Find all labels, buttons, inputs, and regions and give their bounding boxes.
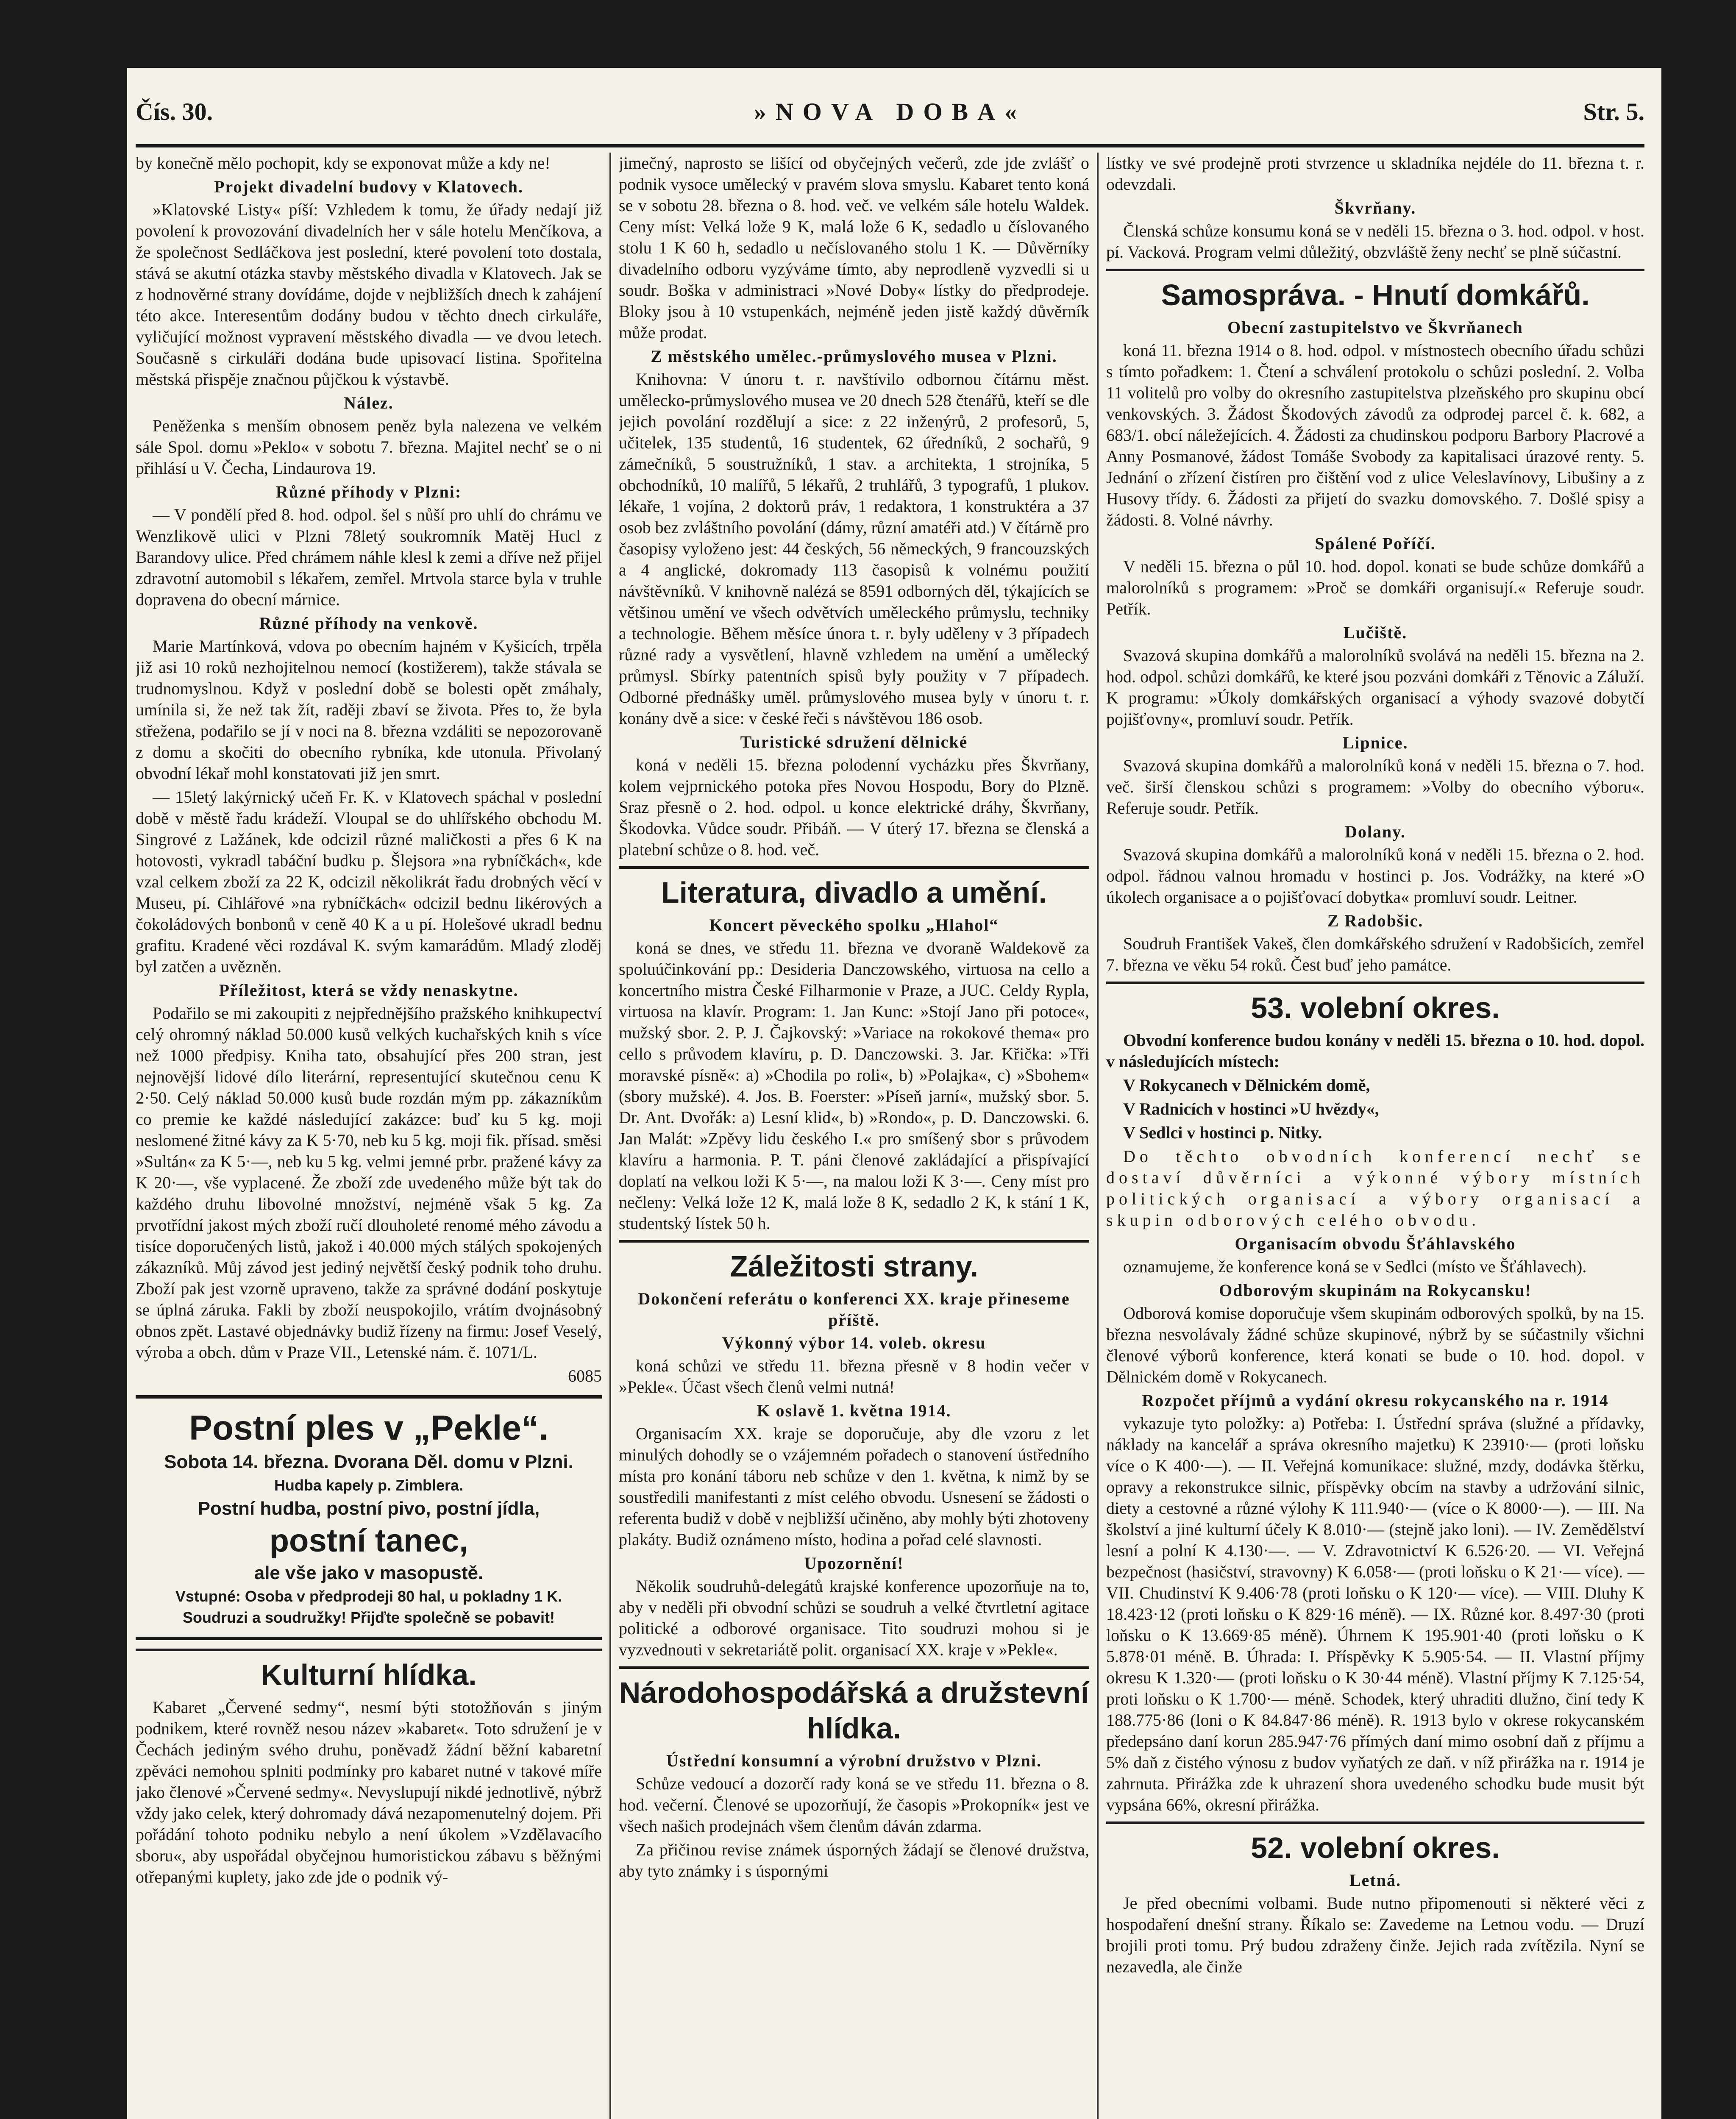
headline-radobsice: Z Radobšic. xyxy=(1327,911,1424,930)
headline-ustredni: Ústřední konsumní a výrobní družstvo v Plzni. xyxy=(666,1751,1042,1770)
article-nalez: Peněženka s menším obnosem peněz byla nalezena ve velkém sále Spol. domu »Peklo« v sobotu 7. března. Majitel nechť se o ni přihlásí u V. Čecha, Lindaurova 19. xyxy=(136,416,602,478)
headline-dolany: Dolany. xyxy=(1344,822,1406,841)
article-venkov: Marie Martínková, vdova po obecním hajném v Kyšicích, trpěla již asi 10 roků nezhojitelnou nemocí (kostižerem), takže stávala se trudnomyslnou. Když v poslední době se bolesti opět zmáhaly, umínila si, že než tak žít, raději zbaví se života. Přes to, že byla střežena, podařilo se jí v noci na 8. března vzdáliti se nepozorovaně z domu a skočiti do obecního rybníka, kde utonula. Přivolaný obvodní lékař mohl konstatovati již jen smrt. xyxy=(136,637,602,783)
newspaper-title: »NOVA DOBA« xyxy=(754,98,1027,125)
advert-books: Podařilo se mi zakoupiti z nejpřednějšího pražského knihkupectví celý ohromný náklad 50.000 kusů velkých kuchařských knih s více než 1000 předpisy. Kniha tato, obsahující přes 200 stran, jest nejnovější lidové dílo literární, representující skutečnou cenu K 2·50. Celý náklad 50.000 kusů bude rozdán mým pp. zákazníkům co premie ke každé následující zakázce: buď ku 5 kg. moji neslomené žitné kávy za K 5·70, neb ku 5 kg. moji fik. přísad. směsi »Sultán« za K 5·—, neb ku 5 kg. velmi jemné prbr. pražené kávy za K 20·—, vše vyplacené. Že zboží zde uvedeného může být tak do každého druhu libovolné množství, nejméně však 5 kg. Za prvotřídní jakost mých zboží ručí dlouholeté renomé mého závodu a tisíce doporučených listů, jakož i 40.000 mých stálých spokojených zákazníků. Můj závod jest jediný největší český podnik toho druhu. Zboží pak jest vzorně upraveno, takže za správné dodání poskytuje se úplná záruka. Fakli by zboží neuspokojilo, vrátím dvojnásobný obnos zpět. Lastavé objednávky budiž řízeny na firmu: Josef Veselý, výroba a obch. dům v Praze VII., Letenské nám. č. 1071/L. xyxy=(136,1004,602,1362)
article-vykon: koná schůzi ve středu 11. března přesně v 8 hodin večer v »Pekle«. Účast všech členů velmi nutná! xyxy=(619,1356,1089,1396)
section-samosprava: Samospráva. - Hnutí domkářů. xyxy=(1106,269,1644,313)
ad-invite: Soudruzi a soudružky! Přijďte společně se pobavit! xyxy=(182,1609,555,1626)
article-53-rokycany: V Rokycanech v Dělnickém domě, xyxy=(1123,1076,1370,1095)
headline-nalez: Nález. xyxy=(344,393,394,412)
article-letna: Je před obecními volbami. Bude nutno připomenouti si některé věci z hospodaření dnešní strany. Říkalo se: Zavedeme na Letnou vodu. — Druzí brojili proti tomu. Prý budou zdraženy činže. Jejich rada zvítězila. Nyní se nezavedla, ale činže xyxy=(1106,1894,1644,1976)
masthead xyxy=(136,85,1644,147)
ad-dance: postní tanec, xyxy=(269,1523,468,1559)
article-luciste: Svazová skupina domkářů a malorolníků svolává na neděli 15. března na 2. hod. odpol. schůzi domkářů, ke které jsou pozváni domkáři z Těnovic a Záluží. K programu: »Úkoly domkářských organisací a výhody svazové dobytčí pojišťovny«, promluví soudr. Petřík. xyxy=(1106,646,1644,729)
section-strana: Záležitosti strany. xyxy=(619,1240,1089,1284)
article-53-radnice: V Radnicích v hostinci »U hvězdy«, xyxy=(1123,1099,1379,1118)
article-stahlav: oznamujeme, že konference koná se v Sedlci (místo ve Šťáhlavech). xyxy=(1123,1257,1587,1276)
article-koncert: koná se dnes, ve středu 11. března ve dvoraně Waldekově za spoluúčinkování pp.: Desideria Danczowského, virtuosa na cello a koncertního mistra České Filharmonie v Praze, a JUC. Celdy Rypla, virtuosa na klavír. Program: 1. Jan Kunc: »Stojí Jano při potoce«, mužský sbor. 2. P. J. Čajkovský: »Variace na rokokové thema« pro cello s průvodem klavíru, p. D. Danczowski. 3. Jar. Křička: »Tři moravské písně«: a) »Chodila po roli«, b) »Polajka«, c) »Sbohem« (sbory mužské). 4. Jos. B. Foerster: »Píseň jarní«, mužský sbor. 5. Dr. Ant. Dvořák: a) Lesní klid«, b) »Rondo«, p. D. Danczowski. 6. Jan Malát: »Zpěvy lidu českého I.« pro smíšený sbor s průvodem klavíru a harmonia. P. T. páni členové zakládající a přispívající doplatí na velkou loži K 5·—, na malou loži K 3·—. Ceny míst pro nečleny: Velká lože 12 K, malá lože 8 K, sedadlo 2 K, k stání 1 K, studentský lístek 50 h. xyxy=(619,938,1089,1233)
section-kultur: Kulturní hlídka. xyxy=(136,1649,602,1693)
issue-number: Čís. 30. xyxy=(136,98,213,125)
headline-oslava: K oslavě 1. května 1914. xyxy=(757,1401,951,1420)
article-revise: Za přičinou revise známek úsporných žádají se členové družstva, aby tyto známky i s úspornými xyxy=(619,1840,1089,1880)
headline-rozpocet: Rozpočet příjmů a vydání okresu rokycanského na r. 1914 xyxy=(1142,1391,1609,1410)
advert-number: 6085 xyxy=(568,1366,602,1385)
ad-carnival: ale vše jako v masopustě. xyxy=(254,1563,484,1583)
article-turist: koná v neděli 15. března polodenní vycházku přes Škvrňany, kolem vejprnického potoka přes Novou Hospodu, Bory do Plzně. Sraz přesně o 2. hod. odpol. u konce elektrické dráhy, Škvrňany, Škodovka. Vůdce soudr. Přibáň. — V úterý 17. března se členská a platební schůze o 8. hod. več. xyxy=(619,755,1089,859)
headline-letna: Letná. xyxy=(1349,1871,1401,1890)
article-upozorneni: Několik soudruhů-delegátů krajské konference upozorňuje na to, aby v neděli při obvodní schůzi se soudruh a velké čtvrtletní agitace politické a odborové organisace. Tito soudruzi mohou si je vyzvednouti v sekretariátě polit. organisací XX. kraje v »Pekle«. xyxy=(619,1577,1089,1659)
article-oslava: Organisacím XX. kraje se doporučuje, aby dle vzoru z let minulých dohodly se o vzájemném pořadech o stanovení ústředního místa pro konání táboru neb schůze v den 1. května, k nimž by se soustředili manifestanti z míst celého obvodu. Usnesení se žádosti o referenta budiž v době v nejbližší učiněno, aby mohly býti zhotoveny plakáty. Budiž oznámeno místo, hodina a pořad celé slavnosti. xyxy=(619,1424,1089,1549)
article-rozpocet: vykazuje tyto položky: a) Potřeba: I. Ústřední správa (služné a přídavky, náklady na kancelář a správa okresního majetku) K 23910·— (proti loňsku více o K 400·—). — II. Veřejná komunikace: služné, mzdy, dodávka štěrku, opravy a rekonstrukce silnic, příspěvky obcím na stavby a udržování silnic, diety a cestovné a různé výlohy K 111.940·— (více o K 8000·—). — III. Na školství a jiné kulturní účely K 8.010·— (stejně jako loni). — IV. Zemědělství lesní a polní K 4.130·—. — V. Zdravotnictví K 6.526·20. — VI. Veřejná bezpečnost (hasičství, stravovny) K 6.058·— (proti loňsku o K 21·— více). — VII. Chudinství K 9.406·78 (proti loňsku o K 120·— více). — VIII. Dluhy K 18.423·12 (proti loňsku o K 829·16 méně). — IX. Různé kor. 8.497·30 (proti loňsku o K 13.669·85 méně). Úhrnem K 195.901·40 (proti loňsku o K 5.878·01 méně. B. Úhrada: I. Příspěvky K 5.905·54. — II. Vlastní příjmy okresu K 1.320·— (proti loňsku o K 30·44 méně). Vlastní příjmy K 7.125·54, proti loňsku o K 1.700·— méně. Schodek, který uhraditi dlužno, činí tedy K 188.775·86 (loni o K 84.847·86 méně). R. 1913 bylo v okrese rokycanském předepsáno daní korun 285.947·76 přímých daní mimo osobní daň z příjmu a 5% daň z čistého výnosu z budov vyňatých ze daň. v níž přirážka na r. 1914 je zahrnuta. Přirážka zde k uhrazení shora uvedeného schodku bude musit být vypsána 66%, okresní přirážka. xyxy=(1106,1414,1644,1814)
headline-skvrnany: Škvrňany. xyxy=(1334,198,1416,217)
headline-lipnice: Lipnice. xyxy=(1342,733,1408,752)
headline-plzen: Různé příhody v Plzni: xyxy=(275,482,462,501)
headline-odborove: Odborovým skupinám na Rokycansku! xyxy=(1219,1281,1532,1300)
article-skvrnany: Členská schůze konsumu koná se v neděli 15. března o 3. hod. odpol. v host. pí. Vacková. Program velmi důležitý, obzvláště ženy nechť se plně súčastní. xyxy=(1106,221,1644,261)
article-spalene: V neděli 15. března o půl 10. hod. dopol. konati se bude schůze domkářů a malorolníků s programem: »Proč se domkáři organisují.« Referuje soudr. Petřík. xyxy=(1106,557,1644,618)
column-rule xyxy=(1097,153,1099,2119)
section-narodohosp: Národohospodářská a družstevní hlídka. xyxy=(619,1666,1089,1746)
headline-dokonceni: Dokončení referátu o konferenci XX. kraje přineseme příště. xyxy=(638,1289,1070,1329)
article-museum: Knihovna: V únoru t. r. navštívilo odbornou čítárnu měst. umělecko-průmyslového musea ve 20 dnech 528 čtenářů, kteří se dle jejich povolání rozdělují a sice: z 22 inženýrů, 2 profesorů, 5, učitelek, 135 studentů, 16 studentek, 62 úředníků, 2 sochařů, 9 zámečníků, 5 soustružníků, 1 stav. a architekta, 1 strojníka, 5 obchodníků, 10 malířů, 5 lékařů, 2 truhlářů, 3 typografů, 1 plukov. lékaře, 1 vojína, 2 doktorů práv, 1 redaktora, 1 konstruktéra a 37 osob bez zvláštního povolání (dámy, různí amatéři atd.) V čítárně pro časopisy vyloženo jest: 44 českých, 56 německých, 9 francouzských a 4 anglické, dokromady 113 časopisů k volnému použití návštěvníků. V knihovně nalézá se 8591 odborných děl, týkajících se většinou umění ve všech odvětvích uměleckého průmyslu, techniky a technologie. Během měsíce února t. r. byly uděleny v 3 případech různé rady a vysvětlení, hlavně vzhledem na umění a umělecký průmysl. Sbírky patentních spisů byly použity v 7 případech. Odborné přednášky uměl. průmyslového musea byly v únoru t. r. konány dvě a sice: v české řeči s návštěvou 186 osob. xyxy=(619,370,1089,728)
headline-klatovy: Projekt divadelní budovy v Klatovech. xyxy=(214,177,523,196)
ad-entry: Vstupné: Osoba v předprodeji 80 hal, u pokladny 1 K. xyxy=(175,1588,562,1605)
section-literatura: Literatura, divadlo a umění. xyxy=(619,866,1089,910)
headline-turist: Turistické sdružení dělnické xyxy=(740,732,968,751)
newspaper-page xyxy=(127,68,1661,2119)
page-number: Str. 5. xyxy=(1583,98,1644,125)
headline-upozorneni: Upozornění! xyxy=(804,1554,904,1573)
article-continuation: by konečně mělo pochopit, kdy se exponovat může a kdy ne! xyxy=(136,153,551,172)
advert-ball xyxy=(136,1395,602,1640)
article-plzen: — V pondělí před 8. hod. odpol. šel s nůší pro uhlí do chrámu ve Wenzlikově ulici v Plzni 78letý soukromník Matěj Hucl z Barandovy ulice. Před chrámem náhle klesl k zemi a dříve než přijel zdravotní automobil s lékařem, zemřel. Mrtvola starce byla v truhle dopravena do obecní márnice. xyxy=(136,505,602,609)
section-52-okres: 52. volební okres. xyxy=(1106,1821,1644,1866)
ad-title: Postní ples v „Pekle“. xyxy=(189,1409,548,1447)
headline-prilezitost: Příležitost, která se vždy nenaskytne. xyxy=(219,981,519,1000)
article-53-intro: Obvodní konference budou konány v neděli 15. března o 10. hod. dopol. v následujících místech: xyxy=(1106,1031,1644,1071)
headline-koncert: Koncert pěveckého spolku „Hlahol“ xyxy=(709,915,999,934)
headline-obecni: Obecní zastupitelstvo ve Škvrňanech xyxy=(1227,318,1523,337)
section-53-okres: 53. volební okres. xyxy=(1106,982,1644,1026)
ad-band: Hudba kapely p. Zimblera. xyxy=(274,1477,464,1494)
headline-museum: Z městského umělec.-průmyslového musea v Plzni. xyxy=(651,347,1057,366)
article-ucen: — 15letý lakýrnický učeň Fr. K. v Klatovech spáchal v poslední době v městě řadu krádeží. Vloupal se do uhlířského obchodu M. Singrové z Lažánek, kde odcizil různé maličkosti a přes 6 K na hotovosti, vykradl tabáční budku p. Šlejsora »na rybníčkách«, kde vzal celkem zboží za 22 K, odcizil několikrát řadu drobných věcí v Museu, pí. Cihlářové »na rybníčkách« odcizil bednu likérových a čokoládových bonbonů v ceně 40 K a u pí. Holešové ukradl bednu grafitu. Kradené věci rozdával K. svým kamarádům. Mladý zloděj byl zatčen a uvězněn. xyxy=(136,787,602,976)
column-2 xyxy=(619,153,1089,2119)
article-revise-cont: lístky ve své prodejně proti stvrzence u skladníka nejdéle do 11. března t. r. odevzdali. xyxy=(1106,153,1644,194)
article-odborove: Odborová komise doporučuje všem skupinám odborových spolků, by na 15. března nesvolávaly žádné schůze skupinové, nýbrž by se súčastnily všichni členové výborů konference, která konati se bude o 10. hod. dopol. v Dělnickém domě v Rokycanech. xyxy=(1106,1304,1644,1386)
article-obecni: koná 11. března 1914 o 8. hod. odpol. v místnostech obecního úřadu schůzi s tímto pořadkem: 1. Čtení a schválení protokolu o schůzi poslední. 2. Volba 11 volitelů pro volby do okresního zastupitelstva plzeňského pro skupinu obcí venkovských. 3. Žádost Škodových závodů za odprodej parcel č. k. 682, a 683/1. obcí náležejících. 4. Žádosti za chudinskou podporu Barbory Placrové a Anny Posmanové, žádost Tomáše Svobody za kapitalisaci úrazové renty. 5. Jednání o zřízení čistíren pro čištění vod z ulice Veleslavínovy, Libušiny a z Husovy třídy. 6. Žádosti za přijetí do svazku domovského. 7. Došlé spisy a žádosti. 8. Volné návrhy. xyxy=(1106,341,1644,529)
ad-menu: Postní hudba, postní pivo, postní jídla, xyxy=(198,1498,540,1519)
article-kabaret-cont: jimečný, naprosto se lišící od obyčejných večerů, zde jde zvlášť o podnik vysoce umělecký v pravém slova smyslu. Kabaret tento koná se v sobotu 28. března o 8. hod. več. ve velkém sále hotelu Waldek. Ceny míst: Velká lože 9 K, malá lože 6 K, sedadlo u číslovaného stolu 1 K 60 h, sedadlo u nečíslovaného stolu 1 K. — Důvěrníky divadelního odboru vyzýváme tímto, aby neprodleně vyzvedli si u soudr. Boška v administraci »Nové Doby« lístky do předprodeje. Bloky jsou à 10 vstupenkách, nejméně jeden jistě každý důvěrník může prodat. xyxy=(619,153,1089,342)
headline-spalene: Spálené Poříčí. xyxy=(1315,534,1436,553)
ad-date: Sobota 14. března. Dvorana Děl. domu v Plzni. xyxy=(164,1452,573,1472)
headline-luciste: Lučiště. xyxy=(1343,623,1408,642)
column-3 xyxy=(1106,153,1644,2119)
article-lipnice: Svazová skupina domkářů a malorolníků koná v neděli 15. března o 7. hod. več. širší členskou schůzi s programem: »Volby do obecního výboru«. Referuje soudr. Petřík. xyxy=(1106,756,1644,818)
column-rule xyxy=(609,153,611,2119)
column-1 xyxy=(136,153,602,2119)
headline-vykon: Výkonný výbor 14. voleb. okresu xyxy=(722,1333,986,1352)
headline-stahlav: Organisacím obvodu Šťáhlavského xyxy=(1235,1234,1516,1253)
article-ustredni: Schůze vedoucí a dozorčí rady koná se ve středu 11. března o 8. hod. večerní. Členové se upozorňují, že časopis »Prokopník« jest ve všech našich prodejnách všem členům dáván zdarma. xyxy=(619,1774,1089,1835)
article-53-sedlec: V Sedlci v hostinci p. Nitky. xyxy=(1123,1123,1322,1142)
article-radobsice: Soudruh František Vakeš, člen domkářského sdružení v Radobšicích, zemřel 7. března ve věku 54 roků. Čest buď jeho památce. xyxy=(1106,934,1644,974)
article-dolany: Svazová skupina domkářů a malorolníků koná v neděli 15. března o 2. hod. odpol. řádnou valnou hromadu v hostinci p. Jos. Vodrážky, na které »O úkolech organisace a o pojišťovací dobytka« promluví soudr. Leitner. xyxy=(1106,845,1644,907)
headline-venkov: Různé příhody na venkově. xyxy=(259,614,479,633)
article-kabaret: Kabaret „Červené sedmy“, nesmí býti stotožňován s jiným podnikem, které rovněž nesou název »kabaret«. Toto sdružení je v Čechách jediným svého druhu, poněvadž žádní běžní kabaretní zpěváci nemohou splniti podmínky pro kabaret nutné v takové míře jako členové »Červené sedmy«. Nevyslupují nikdé jednotlivě, nýbrž vždy jako celek, který dohromady dává nezapomenutelný dojem. Při pořádání tohoto podniku nebylo a není úkolem »Vzdělavacího sboru«, aby uspořádal obyčejnou humoristickou zábavu s běžnými otřepanými kuplety, jako zde jde o podnik vý- xyxy=(136,1698,602,1886)
article-53-text: Do těchto obvodních konferencí nechť se dostaví důvěrníci a výkonné výbory místních politických organisací a výbory organisací a skupin odborových celého obvodu. xyxy=(1106,1147,1644,1229)
article-klatovy: »Klatovské Listy« píší: Vzhledem k tomu, že úřady nedají již povolení k provozování divadelních her v sále hotelu Menčíkova, a že společnost Sedláčkova jest poslední, které povolení toto dostala, stává se akutní otázka stavby městského divadla v Klatovech. Jak se z hodnověrné strany dovídáme, dojde v nejbližších dnech k zahájení této akce. Interesentům dodány budou v těchto dnech cirkuláře, vyličující možnost vypravení městského divadla — ve dvou letech. Současně s cirkuláři dodána bude upisovací listina. Spořitelna městská přispěje značnou půjčkou k výstavbě. xyxy=(136,200,602,389)
